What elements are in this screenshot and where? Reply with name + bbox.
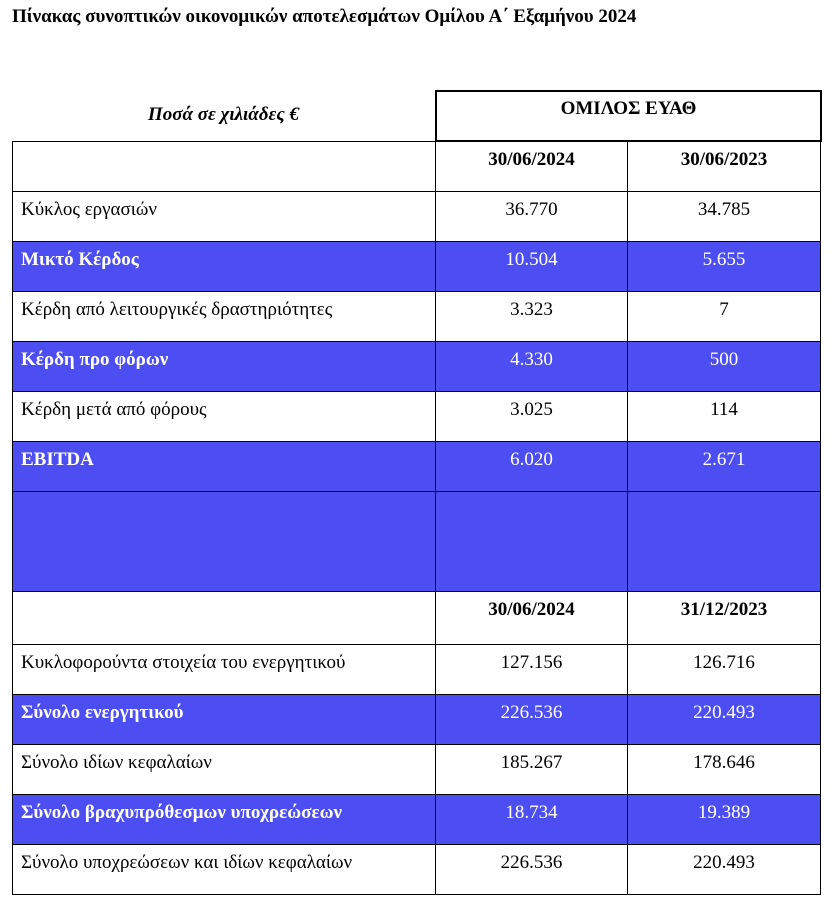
row-label: Σύνολο βραχυπρόθεσμων υποχρεώσεων	[13, 795, 436, 845]
row-label: Κέρδη προ φόρων	[13, 342, 436, 392]
financial-results-table	[12, 141, 820, 895]
row-value-previous: 2.671	[628, 442, 821, 492]
spacer-cell	[628, 492, 821, 592]
row-value-previous: 114	[628, 392, 821, 442]
row-value-previous: 220.493	[628, 845, 821, 895]
row-label: Σύνολο ενεργητικού	[13, 695, 436, 745]
row-label: Σύνολο ιδίων κεφαλαίων	[13, 745, 436, 795]
header-empty-cell	[13, 142, 436, 192]
row-value-previous: 500	[628, 342, 821, 392]
column-header-previous: 30/06/2023	[628, 142, 821, 192]
spacer-row	[13, 492, 821, 592]
row-label: Κυκλοφορούντα στοιχεία του ενεργητικού	[13, 645, 436, 695]
document-title: Πίνακας συνοπτικών οικονομικών αποτελεσμάτων Ομίλου Α΄ Εξαμήνου 2024	[12, 6, 637, 27]
table-row-highlight	[13, 242, 821, 292]
table-row	[13, 392, 821, 442]
row-value-current: 185.267	[436, 745, 628, 795]
group-header	[435, 90, 822, 142]
row-value-previous: 5.655	[628, 242, 821, 292]
table-row	[13, 292, 821, 342]
row-label: Σύνολο υποχρεώσεων και ιδίων κεφαλαίων	[13, 845, 436, 895]
row-label: Κύκλος εργασιών	[13, 192, 436, 242]
row-label: Μικτό Κέρδος	[13, 242, 436, 292]
row-value-previous: 126.716	[628, 645, 821, 695]
group-label: ΟΜΙΛΟΣ ΕΥΑΘ	[560, 98, 697, 119]
row-value-previous: 7	[628, 292, 821, 342]
row-label: EBITDA	[13, 442, 436, 492]
table-row-highlight	[13, 795, 821, 845]
balance-header-row	[13, 592, 821, 645]
column-header-current: 30/06/2024	[436, 142, 628, 192]
row-label: Κέρδη μετά από φόρους	[13, 392, 436, 442]
row-value-current: 4.330	[436, 342, 628, 392]
table-row	[13, 645, 821, 695]
row-value-previous: 178.646	[628, 745, 821, 795]
row-value-current: 226.536	[436, 695, 628, 745]
row-value-current: 10.504	[436, 242, 628, 292]
row-value-previous: 220.493	[628, 695, 821, 745]
table-row	[13, 745, 821, 795]
table-row	[13, 845, 821, 895]
spacer-cell	[13, 492, 436, 592]
row-value-current: 3.323	[436, 292, 628, 342]
column-header-current: 30/06/2024	[436, 592, 628, 645]
row-label: Κέρδη από λειτουργικές δραστηριότητες	[13, 292, 436, 342]
table-row-highlight	[13, 695, 821, 745]
table-row	[13, 192, 821, 242]
row-value-current: 3.025	[436, 392, 628, 442]
table-row-highlight	[13, 442, 821, 492]
row-value-current: 226.536	[436, 845, 628, 895]
units-label: Ποσά σε χιλιάδες €	[147, 104, 300, 125]
row-value-current: 127.156	[436, 645, 628, 695]
row-value-current: 18.734	[436, 795, 628, 845]
row-value-previous: 19.389	[628, 795, 821, 845]
row-value-current: 36.770	[436, 192, 628, 242]
table-row-highlight	[13, 342, 821, 392]
row-value-current: 6.020	[436, 442, 628, 492]
spacer-cell	[436, 492, 628, 592]
row-value-previous: 34.785	[628, 192, 821, 242]
header-empty-cell	[13, 592, 436, 645]
income-header-row	[13, 142, 821, 192]
column-header-previous: 31/12/2023	[628, 592, 821, 645]
